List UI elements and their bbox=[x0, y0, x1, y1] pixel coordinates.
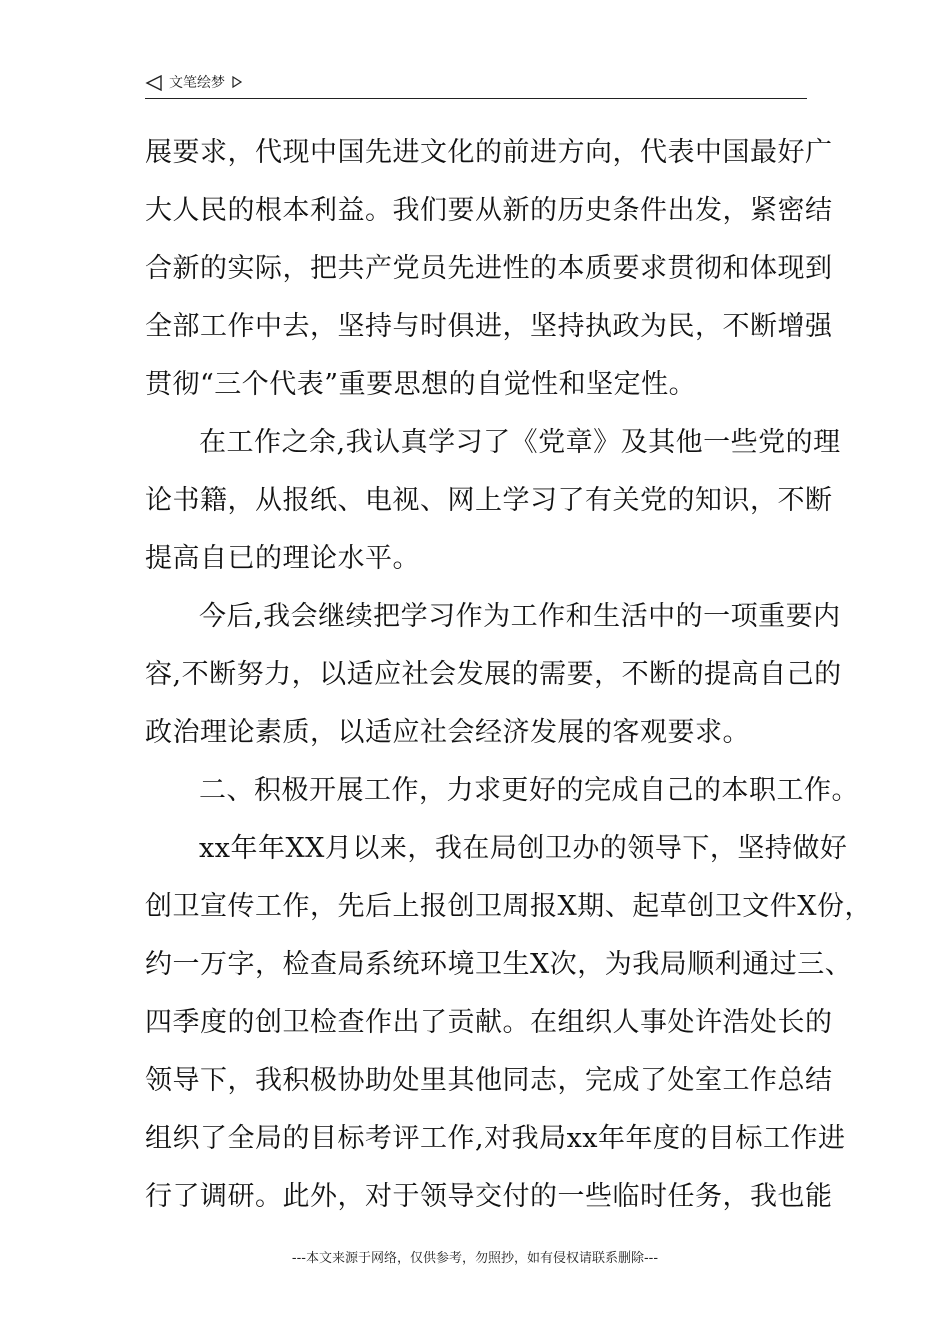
text-line: 容,不断努力，以适应社会发展的需要，不断的提高自己的 bbox=[145, 659, 842, 690]
triangle-left-outline-icon bbox=[145, 74, 163, 92]
footer-disclaimer: ---本文来源于网络，仅供参考，勿照抄，如有侵权请联系删除--- bbox=[291, 1251, 659, 1266]
text-line: 展要求，代现中国先进文化的前进方向，代表中国最好广 bbox=[145, 137, 833, 168]
text-line: 今后,我会继续把学习作为工作和生活中的一项重要内 bbox=[199, 601, 841, 632]
text-line: 二、积极开展工作，力求更好的完成自己的本职工作。 bbox=[199, 775, 859, 806]
text-line: 在工作之余,我认真学习了《党章》及其他一些党的理 bbox=[199, 427, 841, 458]
text-line: 政治理论素质，以适应社会经济发展的客观要求。 bbox=[145, 717, 750, 748]
text-line: 贯彻“三个代表”重要思想的自觉性和坚定性。 bbox=[145, 369, 697, 400]
text-line: 创卫宣传工作，先后上报创卫周报X期、起草创卫文件X份， bbox=[145, 891, 872, 922]
text-line: 大人民的根本利益。我们要从新的历史条件出发，紧密结 bbox=[145, 195, 833, 226]
text-line: 领导下，我积极协助处里其他同志，完成了处室工作总结 bbox=[145, 1065, 833, 1096]
page-header bbox=[145, 70, 807, 99]
text-line: 行了调研。此外，对于领导交付的一些临时任务，我也能 bbox=[145, 1181, 833, 1212]
document-body bbox=[145, 124, 872, 1226]
text-line: 论书籍，从报纸、电视、网上学习了有关党的知识，不断 bbox=[145, 485, 833, 516]
text-line: 四季度的创卫检查作出了贡献。在组织人事处许浩处长的 bbox=[145, 1007, 833, 1038]
text-line: xx年年XX月以来，我在局创卫办的领导下，坚持做好 bbox=[199, 833, 848, 864]
text-line: 全部工作中去，坚持与时俱进，坚持执政为民，不断增强 bbox=[145, 311, 833, 342]
header-title: 文笔绘梦 bbox=[169, 75, 225, 91]
triangle-right-outline-icon bbox=[231, 75, 243, 89]
text-line: 提高自已的理论水平。 bbox=[145, 543, 420, 574]
text-line: 组织了全局的目标考评工作,对我局xx年年度的目标工作进 bbox=[145, 1123, 846, 1154]
text-line: 约一万字，检查局系统环境卫生X次，为我局顺利通过三、 bbox=[145, 949, 853, 980]
text-line: 合新的实际，把共产党员先进性的本质要求贯彻和体现到 bbox=[145, 253, 833, 284]
